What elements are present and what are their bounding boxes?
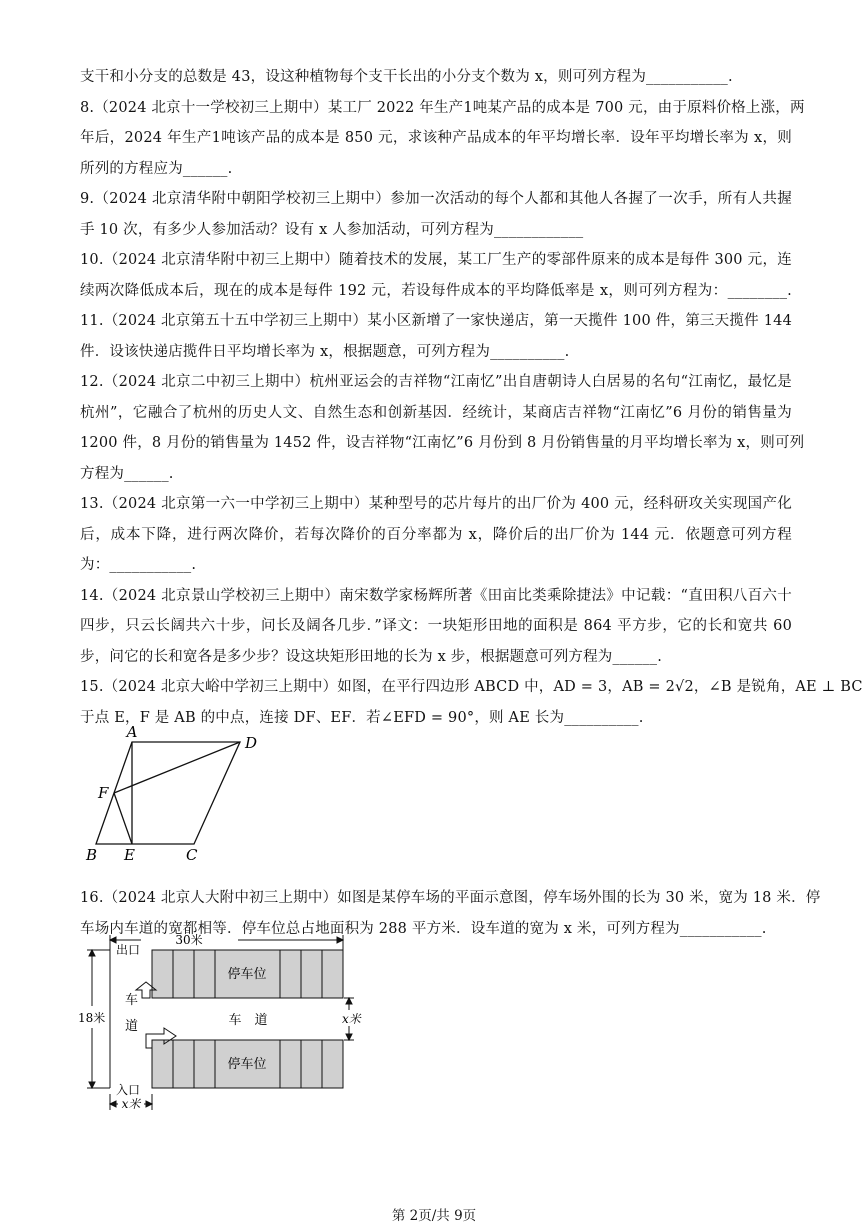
- question-16-line-2: 车场内车道的宽都相等．停车位总占地面积为 288 平方米．设车道的宽为 x 米，可列方程为___________.: [80, 920, 767, 937]
- lane-center-label: 车 道: [228, 1013, 268, 1028]
- point-c-label: C: [186, 846, 198, 864]
- question-12-line-3: 1200 件，8 月份的销售量为 1452 件，设吉祥物“江南忆”6 月份到 8 月份销售量的月平均增长率为 x，则可列: [80, 435, 805, 451]
- question-10-line-1: 10.（2024 北京清华附中初三上期中）随着技术的发展，某工厂生产的零部件原来的成本是每件 300 元，连: [80, 252, 792, 268]
- question-9-line-2: 手 10 次，有多少人参加活动？设有 x 人参加活动，可列方程为____________: [80, 221, 584, 238]
- point-e-label: E: [124, 846, 135, 864]
- question-14-line-1: 14.（2024 北京景山学校初三上期中）南宋数学家杨辉所著《田亩比类乘除捷法》中记载：“直田积八百六十: [80, 587, 792, 604]
- point-b-label: B: [86, 846, 98, 864]
- width-label: 18米: [78, 1011, 106, 1025]
- point-d-label: D: [245, 734, 258, 752]
- parking-label-top: 停车位: [227, 967, 267, 982]
- question-8-line-2: 年后，2024 年生产1吨该产品的成本是 850 元，求该种产品成本的年平均增长率．设年平均增长率为 x，则: [80, 130, 792, 146]
- exit-label: 出口: [116, 943, 141, 957]
- point-f-label: F: [98, 784, 109, 802]
- question-11-line-2: 件．设该快递店揽件日平均增长率为 x，根据题意，可列方程为__________.: [80, 343, 570, 360]
- parking-lot-figure: [78, 932, 378, 1132]
- bottom-lane-width-label: x米: [121, 1097, 141, 1111]
- question-13-line-3: 为：___________.: [80, 557, 197, 573]
- lane-left-char-2: 道: [125, 1019, 139, 1034]
- question-13-line-1: 13.（2024 北京第一六一中学初三上期中）某种型号的芯片每片的出厂价为 400 元，经科研攻关实现国产化: [80, 496, 792, 512]
- lane-left-char-1: 车: [125, 993, 139, 1008]
- page-footer: 第 2页/共 9页: [391, 1208, 477, 1224]
- question-13-line-2: 后，成本下降，进行两次降价，若每次降价的百分率都为 x，降价后的出厂价为 144 元．依题意可列方程: [80, 526, 792, 543]
- length-label: 30米: [175, 933, 203, 947]
- question-14-line-3: 步，问它的长和宽各是多少步？设这块矩形田地的长为 x 步，根据题意可列方程为______.: [80, 648, 663, 665]
- parking-label-bottom: 停车位: [227, 1057, 267, 1072]
- question-14-line-2: 四步，只云长阔共六十步，问长及阔各几步．”译文：一块矩形田地的面积是 864 平方步，它的长和宽共 60: [80, 618, 792, 634]
- question-11-line-1: 11.（2024 北京第五十五中学初三上期中）某小区新增了一家快递店，第一天揽件 100 件，第三天揽件 144: [80, 313, 792, 329]
- question-9-line-1: 9.（2024 北京清华附中朝阳学校初三上期中）参加一次活动的每个人都和其他人各握了一次手，所有人共握: [80, 191, 792, 207]
- question-10-line-2: 续两次降低成本后，现在的成本是每件 192 元，若设每件成本的平均降低率是 x，则可列方程为：________.: [80, 282, 792, 299]
- question-16-line-1: 16.（2024 北京人大附中初三上期中）如图是某停车场的平面示意图，停车场外围的长为 30 米，宽为 18 米．停: [80, 890, 821, 906]
- right-lane-width-label: x米: [342, 1012, 361, 1026]
- question-12-line-1: 12.（2024 北京二中初三上期中）杭州亚运会的吉祥物“江南忆”出自唐朝诗人白居易的名句“江南忆，最忆是: [80, 374, 792, 390]
- question-15-line-1: 15.（2024 北京大峪中学初三上期中）如图，在平行四边形 ABCD 中，AD = 3，AB = 2√2，∠B 是锐角，AE ⊥ BC: [80, 679, 863, 695]
- point-a-label: A: [126, 723, 138, 741]
- text-line: 支干和小分支的总数是 43，设这种植物每个支干长出的小分支个数为 x，则可列方程为___________.: [80, 69, 733, 85]
- parallelogram-figure: [84, 723, 258, 864]
- parallelogram-abcd: [96, 742, 240, 844]
- entrance-label: 入口: [116, 1083, 141, 1097]
- question-8-line-3: 所列的方程应为______.: [80, 160, 233, 177]
- question-15-line-2: 于点 E，F 是 AB 的中点，连接 DF、EF．若∠EFD = 90°，则 AE 长为__________.: [80, 709, 644, 726]
- segment-fe: [114, 793, 132, 844]
- question-12-line-2: 杭州”，它融合了杭州的历史人文、自然生态和创新基因．经统计，某商店吉祥物“江南忆”6 月份的销售量为: [80, 404, 792, 421]
- question-8-line-1: 8.（2024 北京十一学校初三上期中）某工厂 2022 年生产1吨某产品的成本是 700 元，由于原料价格上涨，两: [80, 99, 805, 116]
- question-12-line-4: 方程为______.: [80, 465, 174, 482]
